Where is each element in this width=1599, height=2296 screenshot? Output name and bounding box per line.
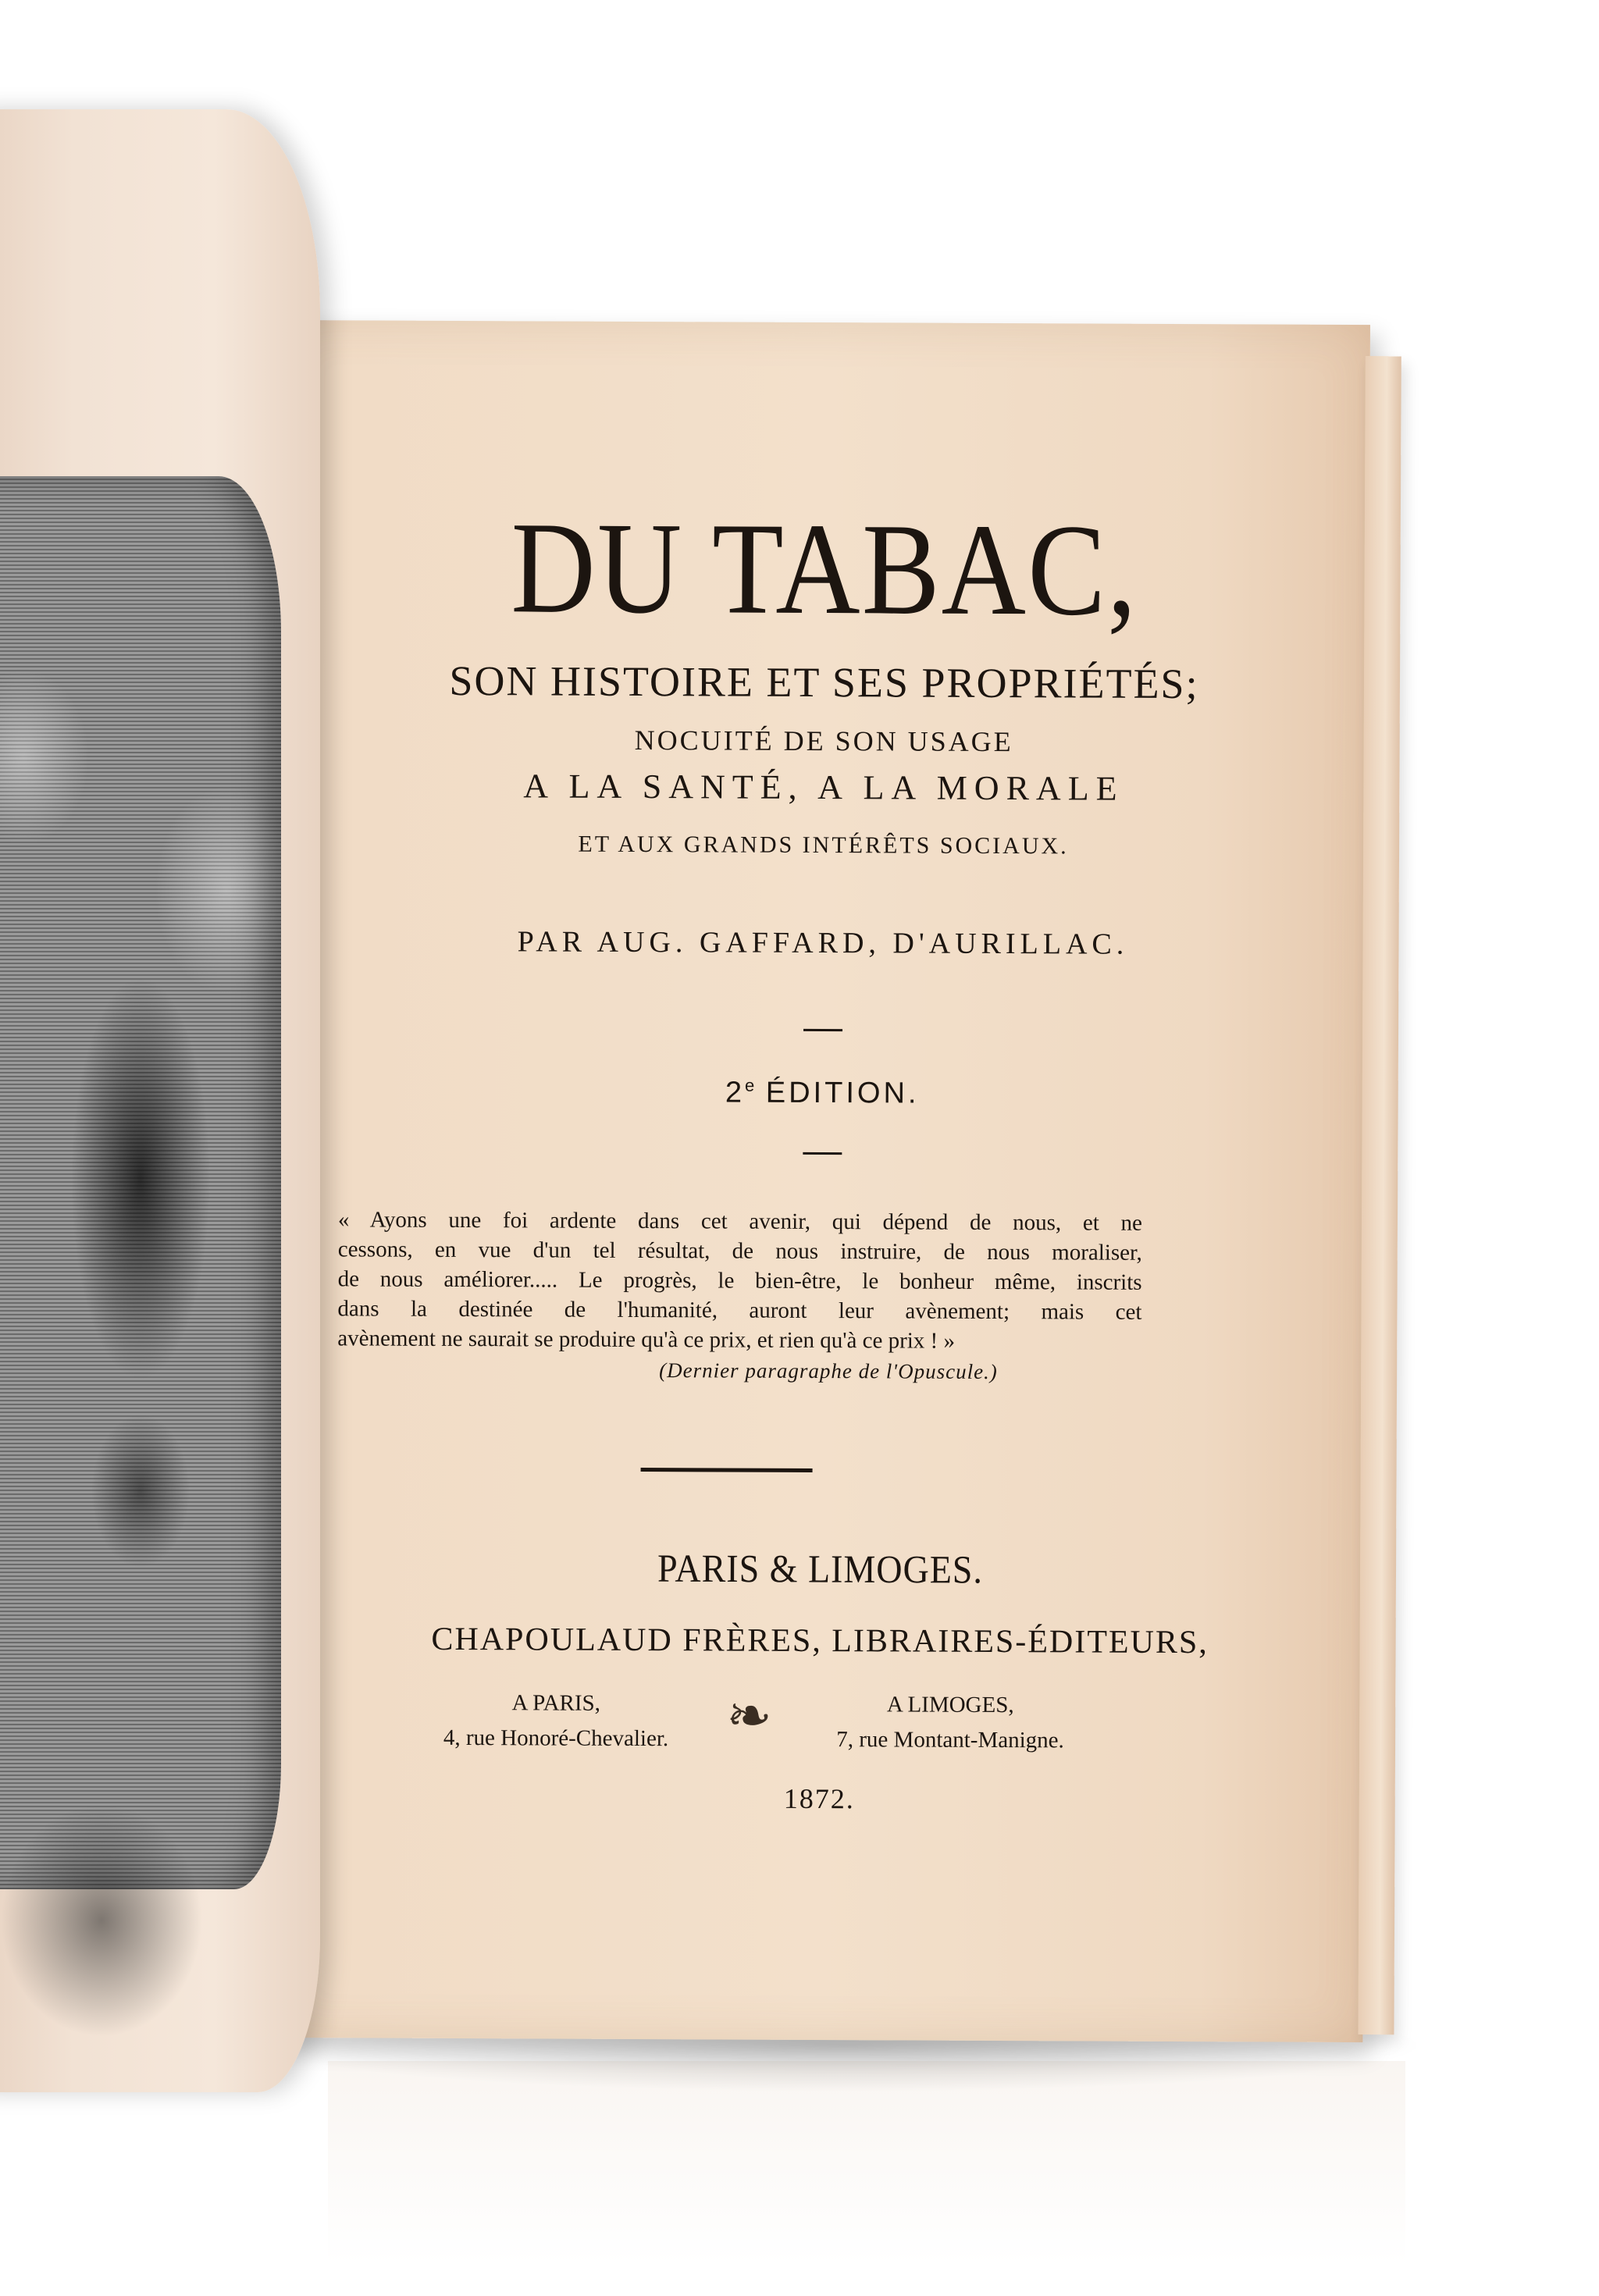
long-rule <box>641 1468 813 1472</box>
engraving-figure-shadow <box>70 976 211 1382</box>
subtitle-line-interets: ET AUX GRANDS INTÉRÊTS SOCIAUX. <box>578 831 1069 860</box>
frontispiece-engraving <box>0 476 281 1889</box>
subtitle-line-sante: A LA SANTÉ, A LA MORALE <box>523 767 1124 808</box>
address-paris-street: 4, rue Honoré-Chevalier. <box>443 1725 669 1752</box>
book-subtitle: SON HISTOIRE ET SES PROPRIÉTÉS; <box>449 657 1199 708</box>
quote-line: cessons, en vue d'un tel résultat, de nous instruire, de nous moraliser, <box>337 1237 1142 1265</box>
short-rule-bottom <box>803 1152 842 1155</box>
subtitle-line-nocuite: NOCUITÉ DE SON USAGE <box>634 724 1013 758</box>
quote-attribution: (Dernier paragraphe de l'Opuscule.) <box>659 1358 998 1384</box>
address-limoges-street: 7, rue Montant-Manigne. <box>836 1727 1064 1753</box>
brace-ornament-icon: ❧ <box>726 1686 773 1747</box>
author-line: PAR AUG. GAFFARD, D'AURILLAC. <box>517 925 1129 961</box>
title-page <box>273 320 1370 2042</box>
quote-line: de nous améliorer..... Le progrès, le bien-être, le bonheur même, inscrits <box>337 1266 1142 1295</box>
short-rule-top <box>803 1029 842 1031</box>
engraving-lower-shadow <box>0 1803 203 2038</box>
edition-line <box>278 1073 1367 1112</box>
book-title: DU TABAC, <box>511 495 1139 643</box>
edition-suffix: e <box>745 1075 755 1095</box>
address-paris-city: A PARIS, <box>511 1690 601 1716</box>
quote-line: dans la destinée de l'humanité, auront leur avènement; mais cet <box>337 1296 1142 1325</box>
publisher-name: CHAPOULAUD FRÈRES, LIBRAIRES-ÉDITEURS, <box>431 1621 1209 1661</box>
epigraph-quote <box>337 1205 1142 1356</box>
address-limoges-city: A LIMOGES, <box>886 1692 1014 1718</box>
address-limoges <box>767 1687 1134 1759</box>
title-page-content <box>273 320 1370 2042</box>
publication-place: PARIS & LIMOGES. <box>657 1546 984 1592</box>
address-paris <box>388 1686 724 1757</box>
edition-number: 2 <box>725 1076 746 1109</box>
quote-line: avènement ne saurait se produire qu'à ce prix, et rien qu'à ce prix ! » <box>337 1326 956 1354</box>
edition-word: ÉDITION. <box>754 1076 920 1110</box>
publication-year: 1872. <box>783 1782 855 1815</box>
frontispiece-page <box>0 109 320 2092</box>
quote-line: « Ayons une foi ardente dans cet avenir, qui dépend de nous, et ne <box>337 1207 1143 1236</box>
